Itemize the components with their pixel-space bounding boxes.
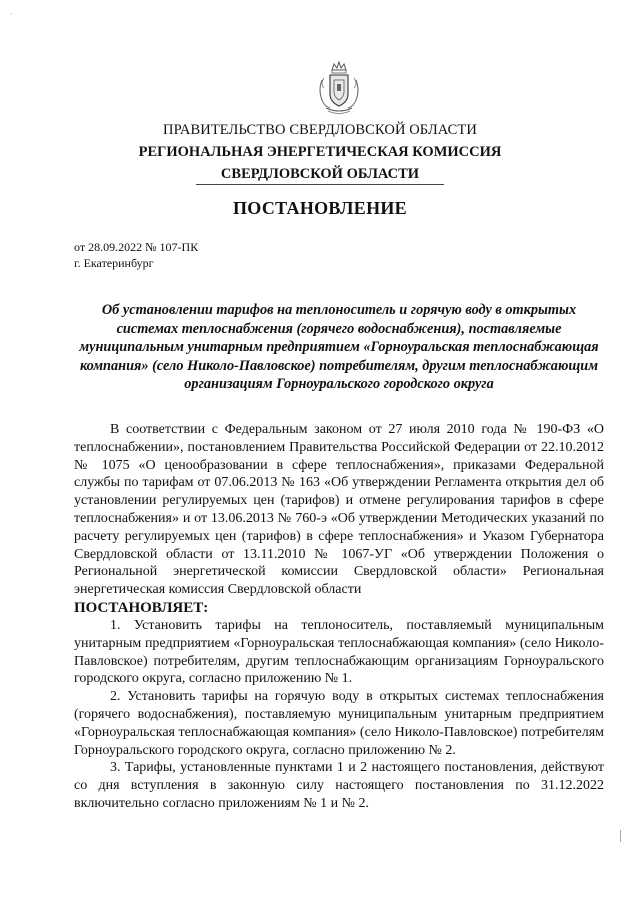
- preamble-paragraph: В соответствии с Федеральным законом от 27 июля 2010 года № 190-ФЗ «О теплоснабжении», постановлением Правительства Российской Федерации от 22.10.2012 № 1075 «О ценообразовании в сфере теплоснабжения», приказами Федеральной службы по тарифам от 07.06.2013 № 163 «Об утверждении Регламента открытия дел об установлении регулируемых цен (тарифов) и отмене регулирования тарифов в сфере теплоснабжения» и от 13.06.2013 № 760-э «Об утверждении Методических указаний по расчету регулируемых цен (тарифов) в сфере теплоснабжения» и Указом Губернатора Свердловской области от 13.11.2010 № 1067-УГ «Об утверждении Положения о Региональной энергетической комиссии Свердловской области» Региональная энергетическая комиссия Свердловской области: [74, 422, 604, 598]
- decree-item-3: 3. Тарифы, установленные пунктами 1 и 2 настоящего постановления, действуют со дня вступления в законную силу настоящего постановления по 31.12.2022 включительно согласно приложениям № 1 и № 2.: [74, 760, 604, 811]
- document-subject: Об установлении тарифов на теплоноситель и горячую воду в открытых системах теплоснабжения (горячего водоснабжения), поставляемые муниципальным унитарным предприятием «Горноуральская теплоснабжающая компания» (село Николо-Павловское) потребителям, другим теплоснабжающим организациям Горноуральского городского округа: [79, 302, 599, 392]
- document-date-number: от 28.09.2022 № 107-ПК: [74, 240, 199, 254]
- margin-mark: [620, 830, 621, 842]
- government-name: ПРАВИТЕЛЬСТВО СВЕРДЛОВСКОЙ ОБЛАСТИ: [163, 122, 477, 138]
- decree-word: ПОСТАНОВЛЯЕТ:: [74, 599, 209, 616]
- commission-name-line2: СВЕРДЛОВСКОЙ ОБЛАСТИ: [220, 166, 420, 182]
- document-title: ПОСТАНОВЛЕНИЕ: [233, 198, 407, 218]
- document-body: [74, 421, 604, 813]
- scan-mark: ·: [10, 10, 13, 19]
- decree-item-2: 2. Установить тарифы на горячую воду в открытых системах теплоснабжения (горячего водоснабжения), поставляемую муниципальным унитарным предприятием «Горноуральская теплоснабжающая компания» (село Николо-Павловское) потребителям Горноуральского городского округа, согласно приложению № 2.: [74, 689, 604, 758]
- document-city: г. Екатеринбург: [74, 256, 154, 270]
- decree-item-1: 1. Установить тарифы на теплоноситель, поставляемый муниципальным унитарным предприятием «Горноуральская теплоснабжающая компания» (село Николо-Павловское) потребителям, другим теплоснабжающим организациям Горноуральского городского округа, согласно приложению № 1.: [74, 617, 604, 687]
- header-divider: [196, 184, 444, 185]
- coat-of-arms-icon: [316, 60, 362, 116]
- commission-name-line1: РЕГИОНАЛЬНАЯ ЭНЕРГЕТИЧЕСКАЯ КОМИССИЯ: [138, 144, 502, 160]
